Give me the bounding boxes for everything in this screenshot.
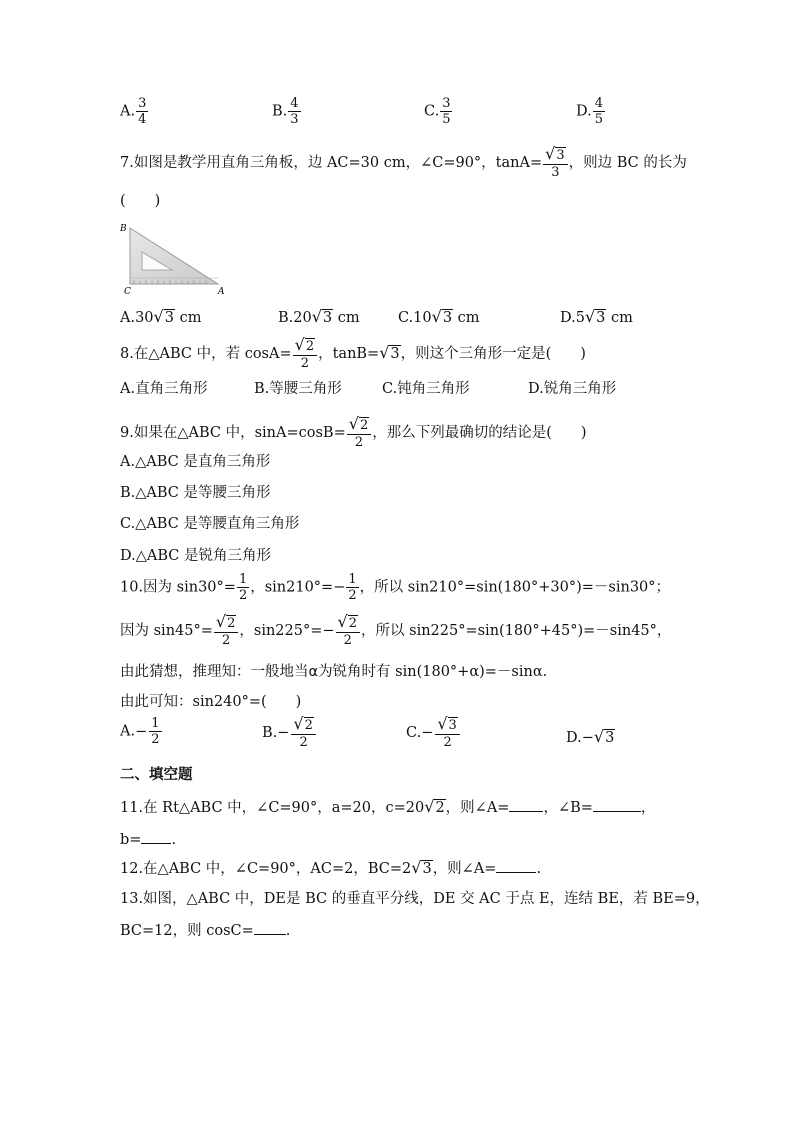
fraction [543, 146, 567, 180]
q10-text: 由此猜想，推理知：一般地当 [120, 664, 309, 680]
option-text: B.20 [278, 310, 312, 326]
denominator: 2 [354, 435, 364, 450]
q11-text: . [171, 832, 177, 848]
q6-option-d [576, 96, 606, 127]
numerator [336, 614, 360, 633]
numerator [293, 337, 317, 356]
sqrt [154, 307, 175, 328]
q10-option-c [406, 716, 461, 750]
fraction [136, 96, 148, 127]
sqrt [349, 416, 369, 434]
q9-stem [120, 416, 587, 450]
radical-sign: √ [431, 307, 442, 326]
q12-text: . [536, 861, 542, 877]
numerator: 4 [594, 96, 603, 111]
q10-text: 为锐角时有 sin(180°+α)=－sinα. [318, 664, 548, 680]
radical-sign: √ [311, 307, 322, 326]
fraction [440, 96, 452, 127]
sqrt [424, 797, 445, 818]
q13-text: . [285, 923, 291, 939]
radicand: 3 [164, 310, 174, 326]
q8-option-d: D.锐角三角形 [528, 381, 617, 397]
fraction [336, 614, 360, 648]
denominator: 2 [343, 633, 352, 648]
q9-stem-text-a: 9.如果在△ABC 中，sinA=cosB= [120, 425, 346, 441]
numerator: 1 [151, 716, 160, 731]
q10-text: 10.因为 sin30°= [120, 579, 236, 596]
option-label: A. [120, 103, 136, 120]
q10-text: ，sin210°=− [250, 579, 346, 596]
q7-option-c [398, 307, 480, 328]
radical-sign: √ [545, 144, 556, 163]
blank-side-b[interactable] [141, 829, 171, 844]
radicand: 3 [596, 310, 606, 326]
radical-sign: √ [584, 307, 596, 326]
q11-text: ， [640, 800, 656, 816]
unit-text: cm [606, 310, 633, 326]
radicand: 3 [390, 346, 400, 362]
option-label: D. [576, 103, 592, 120]
denominator: 3 [551, 165, 560, 180]
unit-text: cm [333, 310, 360, 326]
option-label: C. [406, 725, 422, 741]
q10-option-d [566, 727, 615, 748]
q10-line-4: 由此可知：sin240°=( ) [120, 694, 302, 710]
q8-option-a: A.直角三角形 [120, 381, 208, 397]
radicand: 3 [448, 718, 457, 733]
q8-stem-text-c: ，则这个三角形一定是( ) [400, 346, 586, 362]
q10-line-3 [120, 662, 547, 682]
q8-stem-text-b: ，tanB= [318, 346, 380, 362]
minus-sign: − [135, 723, 148, 740]
blank-cos-c[interactable] [254, 920, 286, 935]
sqrt [545, 146, 565, 164]
answer-paren: ( ) [120, 193, 161, 209]
denominator: 5 [594, 112, 603, 127]
sqrt [312, 307, 333, 328]
q11-line-2 [120, 829, 176, 850]
q13-text: BC=12，则 cosC= [120, 923, 254, 939]
blank-angle-b[interactable] [593, 797, 641, 812]
radicand: 3 [422, 861, 432, 877]
radical-sign: √ [153, 307, 164, 326]
numerator: 3 [138, 96, 147, 111]
radical-sign: √ [337, 612, 348, 631]
denominator: 2 [221, 633, 231, 648]
radicand: 2 [227, 616, 236, 631]
numerator [435, 716, 459, 735]
sqrt [293, 716, 313, 734]
sqrt [437, 716, 457, 734]
radical-sign: √ [293, 714, 304, 733]
triangle-ruler-figure [118, 222, 230, 298]
option-label: A. [120, 723, 136, 740]
fraction [593, 96, 605, 127]
q7-option-d [560, 307, 633, 328]
q11-text: ，则∠A= [445, 800, 510, 816]
option-text: D.5 [560, 310, 585, 326]
q9-option-a: A.△ABC 是直角三角形 [120, 454, 271, 470]
radicand: 3 [442, 310, 453, 326]
sqrt [411, 858, 432, 879]
option-text: A.30 [120, 310, 154, 326]
numerator [214, 614, 238, 633]
option-label: B. [262, 725, 278, 741]
fraction [347, 416, 371, 450]
denominator: 2 [299, 735, 308, 750]
unit-text: cm [174, 310, 202, 326]
numerator: 1 [238, 572, 248, 587]
q7-answer-paren [120, 191, 160, 211]
denominator: 2 [151, 732, 160, 747]
q6-option-c [424, 96, 453, 127]
blank-angle-a[interactable] [509, 797, 543, 812]
fraction [293, 337, 317, 371]
sqrt [432, 307, 453, 328]
denominator: 5 [442, 112, 451, 127]
denominator: 2 [443, 735, 452, 750]
sqrt [379, 343, 400, 364]
vertex-label-b: B [120, 224, 127, 234]
fraction [346, 572, 358, 603]
radicand: 2 [348, 616, 358, 631]
blank-angle-a[interactable] [496, 858, 536, 873]
q6-option-b [272, 96, 302, 127]
numerator: 4 [290, 96, 299, 111]
q12-text: ，则∠A= [432, 861, 497, 877]
numerator [347, 416, 371, 435]
denominator: 2 [238, 588, 248, 603]
radical-sign: √ [348, 414, 359, 433]
minus-sign: − [581, 730, 594, 746]
q7-stem-text-b: ，则边 BC 的长为 [568, 155, 687, 171]
fraction [435, 716, 459, 750]
q9-option-b: B.△ABC 是等腰三角形 [120, 485, 271, 501]
radical-sign: √ [379, 343, 390, 362]
fraction [291, 716, 315, 750]
q8-option-c: C.钝角三角形 [382, 381, 470, 397]
q12-stem [120, 858, 541, 879]
q10-text: ，所以 sin225°=sin(180°+45°)=－sin45°， [361, 623, 672, 639]
q13-line-2 [120, 920, 290, 941]
q7-stem-text-a: 7.如图是教学用直角三角板，边 AC=30 cm，∠C=90°，tanA= [120, 155, 543, 171]
q8-stem-text-a: 8.在△ABC 中，若 cosA= [120, 346, 292, 362]
radicand: 2 [304, 718, 313, 733]
denominator: 2 [348, 588, 357, 603]
unit-text: cm [453, 310, 480, 326]
radical-sign: √ [437, 714, 448, 733]
q10-line-1 [120, 572, 670, 603]
denominator: 2 [300, 356, 309, 371]
q10-option-a [120, 716, 163, 747]
q13-line-1: 13.如图，△ABC 中，DE是 BC 的垂直平分线，DE 交 AC 于点 E，连结 BE，若 BE=9， [120, 891, 710, 907]
q8-stem [120, 337, 586, 371]
q10-text: 因为 sin45°= [120, 623, 213, 639]
fraction [237, 572, 249, 603]
vertex-label-c: C [124, 287, 131, 297]
numerator [291, 716, 315, 735]
numerator [543, 146, 567, 165]
q9-option-d: D.△ABC 是锐角三角形 [120, 548, 271, 564]
radicand: 3 [605, 730, 615, 746]
radical-sign: √ [411, 858, 422, 877]
fraction [214, 614, 238, 648]
sqrt [585, 307, 606, 328]
radical-sign: √ [294, 335, 305, 354]
alpha-symbol: α [308, 664, 319, 680]
denominator: 3 [290, 112, 299, 127]
fraction [149, 716, 161, 747]
radicand: 3 [556, 148, 565, 163]
numerator: 1 [348, 572, 357, 587]
numerator: 3 [442, 96, 451, 111]
radical-sign: √ [424, 797, 435, 816]
q7-figure [118, 222, 230, 298]
radicand: 3 [322, 310, 333, 326]
q10-text: ，sin225°=− [239, 623, 335, 639]
radicand: 2 [435, 800, 445, 816]
q10-line-2 [120, 614, 671, 648]
option-label: C. [424, 103, 440, 120]
q11-text: ，∠B= [543, 800, 593, 816]
q10-option-b [262, 716, 317, 750]
sqrt [295, 337, 315, 355]
option-label: B. [272, 103, 288, 120]
q10-text: ，所以 sin210°=sin(180°+30°)=－sin30°； [359, 579, 671, 596]
q8-option-b: B.等腰三角形 [254, 381, 342, 397]
q9-stem-text-b: ，那么下列最确切的结论是( ) [372, 425, 587, 441]
q7-option-a [120, 307, 201, 328]
q12-text: 12.在△ABC 中，∠C=90°，AC=2，BC=2 [120, 861, 412, 877]
minus-sign: − [277, 725, 290, 741]
radicand: 2 [359, 418, 369, 433]
q11-text: b= [120, 832, 142, 848]
q7-stem [120, 146, 687, 180]
radicand: 2 [305, 339, 315, 354]
q7-option-b [278, 307, 360, 328]
sqrt [338, 614, 358, 632]
radical-sign: √ [215, 612, 227, 631]
denominator: 4 [138, 112, 147, 127]
sqrt [216, 614, 236, 632]
q6-option-a [120, 96, 149, 127]
vertex-label-a: A [218, 287, 225, 297]
option-label: D. [566, 730, 582, 746]
sqrt [594, 727, 615, 748]
radical-sign: √ [593, 727, 605, 746]
q11-line-1 [120, 797, 655, 818]
fraction [288, 96, 300, 127]
section-heading: 二、填空题 [120, 767, 193, 783]
minus-sign: − [421, 725, 434, 741]
q9-option-c: C.△ABC 是等腰直角三角形 [120, 516, 300, 532]
q11-text: 11.在 Rt△ABC 中，∠C=90°，a=20，c=20 [120, 800, 425, 816]
option-text: C.10 [398, 310, 432, 326]
